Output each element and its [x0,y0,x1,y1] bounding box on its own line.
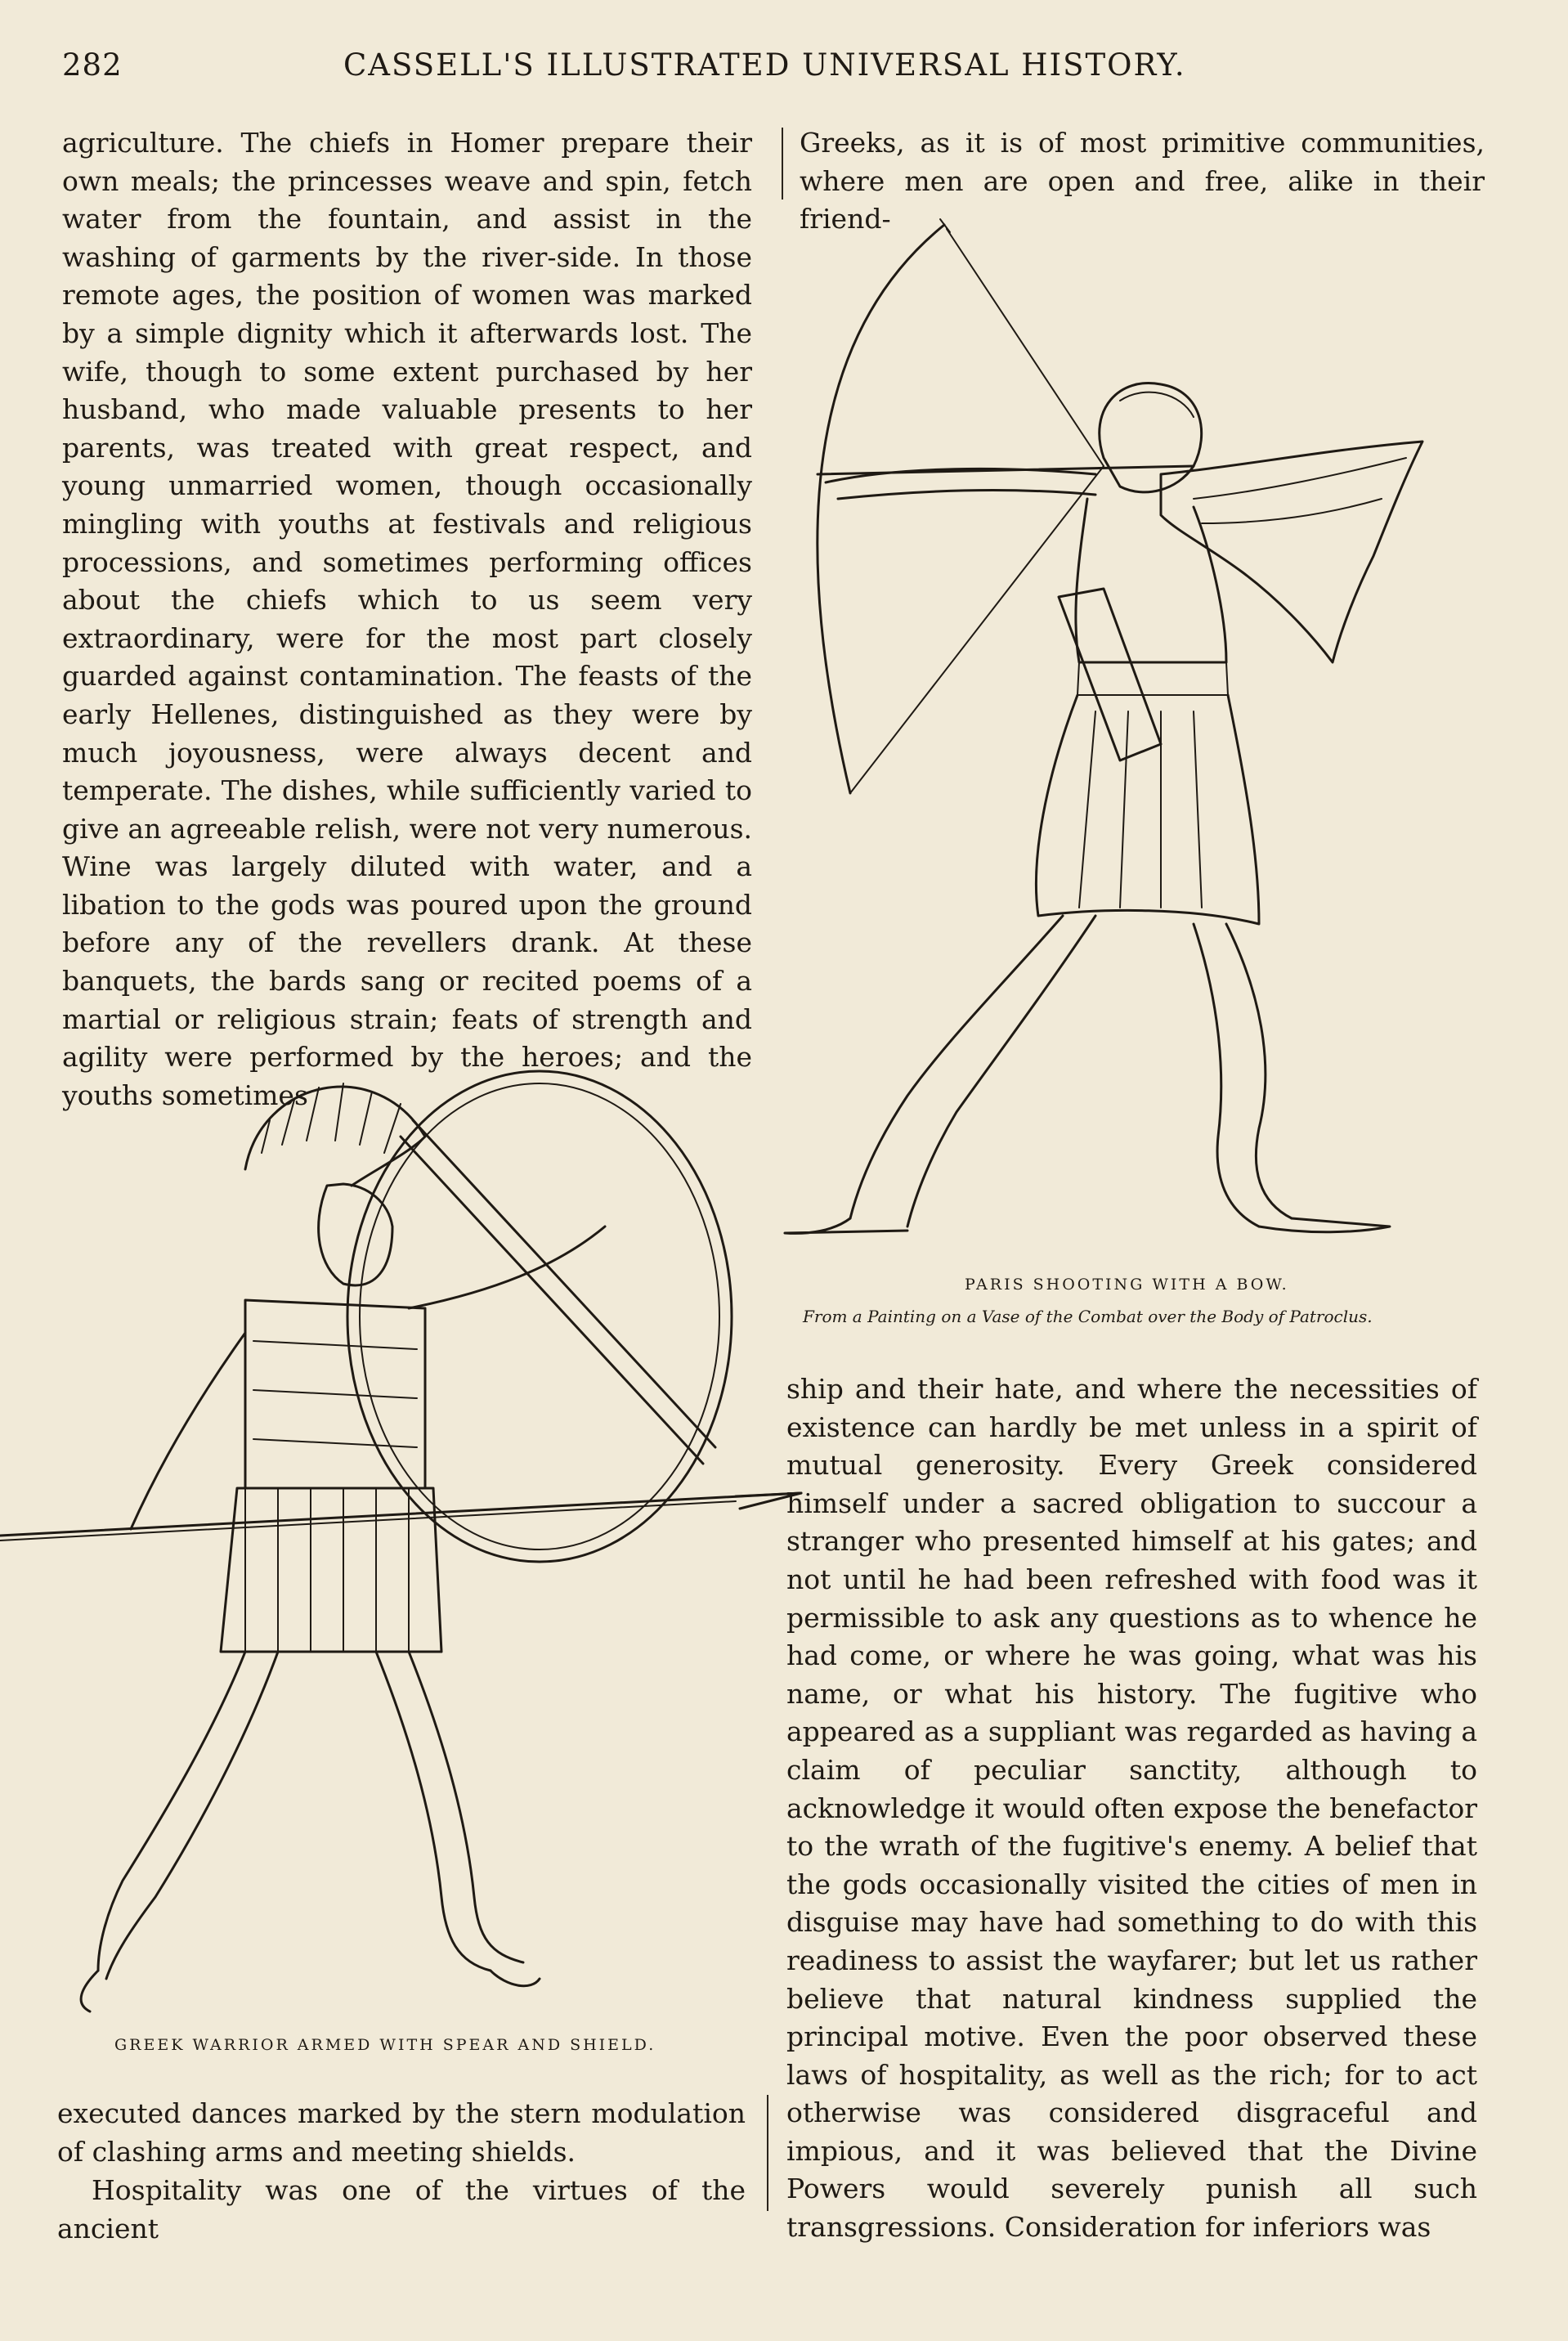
right-paragraph-1: Greeks, as it is of most primitive communities, where men are open and free, alike in their friend- [800,127,1485,235]
warrior-caption: GREEK WARRIOR ARMED WITH SPEAR AND SHIELD. [114,2036,656,2054]
spear-icon [0,1493,801,1536]
paris-caption: PARIS SHOOTING WITH A BOW. [965,1276,1289,1294]
left-paragraph-2: executed dances marked by the stern modulation of clashing arms and meeting shields. [57,2097,746,2168]
running-title: CASSELL'S ILLUSTRATED UNIVERSAL HISTORY. [343,47,1186,83]
column-rule-bottom [767,2095,768,2211]
left-paragraph-1: agriculture. The chiefs in Homer prepare their own meals; the princesses weave and spin, fetch water from the fountain, and assist in the washing of garments by the river-side. In those remote ages, the position of women was marked by a simple dignity which it afterwards lost. The wife, though to some extent purchased by her husband, who made valuable presents to her parents, was treated with great respect, and young unmarried women, though occasionally mingling with youths at festivals and religious processions, and sometimes performing offices about the chiefs which to us seem very extraordinary, were for the most part closely guarded against contamination. The feasts of the early Hellenes, distinguished as they were by much joyousness, were always decent and temperate. The dishes, while sufficiently varied to give an agreeable relish, were not very numerous. Wine was largely diluted with water, and a libation to the gods was poured upon the ground before any of the revellers drank. At these banquets, the bards sang or recited poems of a martial or religious strain; feats of strength and agility were performed by the heroes; and the youths sometimes [62,127,752,1111]
page-number: 282 [62,47,123,83]
right-paragraph-2: ship and their hate, and where the necessities of existence can hardly be met unless in a spirit of mutual generosity. Every Greek considered himself under a sacred obligation to succour a stranger who presented himself at his gates; and not until he had been refreshed with food was it permissible to ask any questions as to whence he had come, or where he was going, what was his name, or what his history. The fugitive who appeared as a suppliant was regarded as having a claim of peculiar sanctity, although to acknowledge it would often expose the benefactor to the wrath of the fugitive's enemy. A belief that the gods occasionally visited the cities of men in disguise may have had something to do with this readiness to assist the wayfarer; but let us rather believe that natural kindness supplied the principal motive. Even the poor observed these laws of hospitality, as well as the rich; for to act otherwise was considered disgraceful and impious, and it was believed that the Divine Powers would severely punish all such transgressions. Consideration for inferiors was [786,1373,1477,2244]
paris-subcaption: From a Painting on a Vase of the Combat over the Body of Patroclus. [803,1307,1373,1326]
warrior-illustration [0,1063,809,2028]
left-paragraph-3: Hospitality was one of the virtues of the ancient [57,2174,746,2245]
column-rule-top [782,128,783,200]
paris-illustration [736,204,1488,1267]
bow-icon [818,225,944,793]
